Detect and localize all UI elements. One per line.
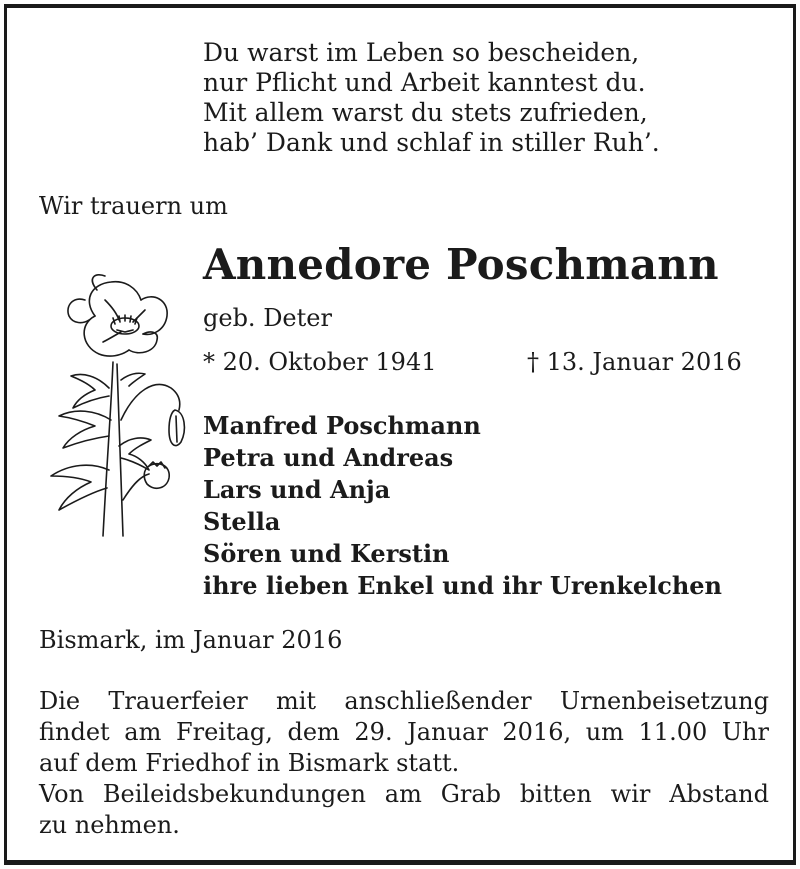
intro-text: Wir trauern um <box>39 192 228 220</box>
poem-line: Du warst im Leben so bescheiden, <box>203 38 640 67</box>
mourner-name: Stella <box>203 507 281 536</box>
mourner-name: ihre lieben Enkel und ihr Urenkelchen <box>203 571 722 600</box>
deceased-name: Annedore Poschmann <box>203 240 719 289</box>
poem-line: nur Pflicht und Arbeit kanntest du. <box>203 68 646 97</box>
notice-line: Von Beileidsbekundungen am Grab bitten wir Abstand <box>39 780 769 808</box>
poem-line: Mit allem warst du stets zufrieden, <box>203 98 648 127</box>
poem-line: hab’ Dank und schlaf in stiller Ruh’. <box>203 128 660 157</box>
mourner-name: Petra und Andreas <box>203 443 454 472</box>
mourner-name: Lars und Anja <box>203 475 391 504</box>
poppy-flower-icon <box>25 270 195 542</box>
notice-line: auf dem Friedhof in Bismark statt. <box>39 749 460 777</box>
death-date: † 13. Januar 2016 <box>527 348 742 376</box>
birth-date: * 20. Oktober 1941 <box>203 348 437 376</box>
notice-line: Die Trauerfeier mit anschließender Urnenbeisetzung <box>39 687 769 715</box>
place-and-date: Bismark, im Januar 2016 <box>39 626 343 654</box>
memorial-poem <box>203 38 660 158</box>
funeral-notice <box>39 686 769 841</box>
mourners-list <box>203 410 722 602</box>
maiden-name: geb. Deter <box>203 304 332 332</box>
notice-line: findet am Freitag, dem 29. Januar 2016, um 11.00 Uhr <box>39 718 769 746</box>
mourner-name: Sören und Kerstin <box>203 539 450 568</box>
notice-line: zu nehmen. <box>39 811 180 839</box>
mourner-name: Manfred Poschmann <box>203 411 481 440</box>
obituary-notice <box>4 4 796 865</box>
